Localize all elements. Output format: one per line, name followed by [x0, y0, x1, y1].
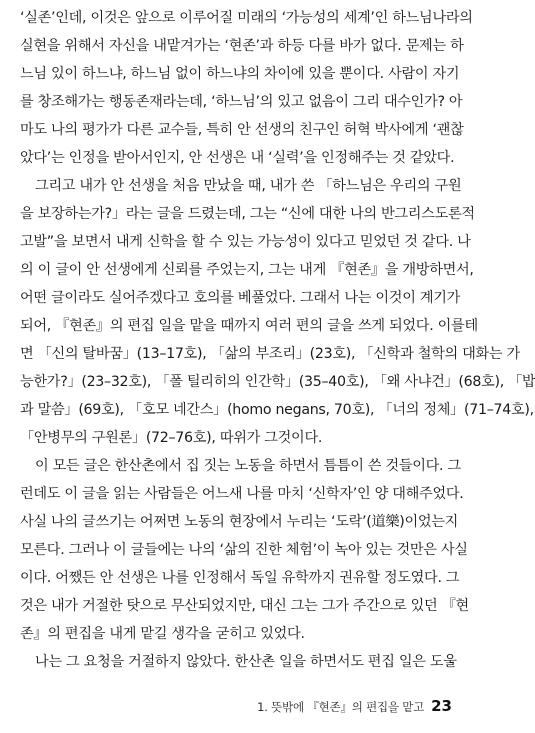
text-line: 면 「신의 탈바꿈」(13–17호), 「삶의 부조리」(23호), 「신학과 철학의 대화는 가: [20, 346, 520, 362]
paragraph-first-line: 그리고 내가 안 선생을 처음 만났을 때, 내가 쓴 「하느님은 우리의 구원: [35, 178, 462, 194]
text-line: 고발”을 보면서 내게 신학을 할 수 있는 가능성이 있다고 믿었던 것 같다. 나: [20, 234, 471, 250]
text-line: 이다. 어쨌든 안 선생은 나를 인정해서 독일 유학까지 권유할 정도였다. 그: [20, 570, 460, 586]
text-line: 을 보장하는가?」라는 글을 드렸는데, 그는 “신에 대한 나의 반그리스도론적: [20, 206, 475, 222]
text-line: 실현을 위해서 자신을 내맡겨가는 ‘현존’과 하등 다를 바가 없다. 문제는 하: [20, 38, 464, 54]
paragraph-first-line: 나는 그 요청을 거절하지 않았다. 한산촌 일을 하면서도 편집 일은 도울: [35, 654, 457, 670]
text-line: 의 이 글이 안 선생에게 신뢰를 주었는지, 그는 내게 『현존』을 개방하면서,: [20, 262, 474, 278]
body-text: [20, 4, 535, 676]
text-line: ‘실존’인데, 이것은 앞으로 이루어질 미래의 ‘가능성의 세계’인 하느님나라의: [20, 10, 473, 26]
page-number: 23: [431, 697, 452, 715]
running-head: 1. 뜻밖에 『현존』의 편집을 맡고: [257, 700, 425, 714]
text-line: 모른다. 그러나 이 글들에는 나의 ‘삶의 진한 체험’이 녹아 있는 것만은 사실: [20, 542, 468, 558]
text-line: 사실 나의 글쓰기는 어쩌면 노동의 현장에서 누리는 ‘도락’(道樂)이었는지: [20, 514, 459, 530]
paragraph-first-line: 이 모든 글은 한산촌에서 집 짓는 노동을 하면서 틈틈이 쓴 것들이다. 그: [35, 458, 461, 474]
text-line: 를 창조해가는 행동존재라는데, ‘하느님’의 있고 없음이 그리 대수인가? 아: [20, 94, 463, 110]
text-line: 것은 내가 거절한 탓으로 무산되었지만, 대신 그는 그가 주간으로 있던 『현: [20, 598, 469, 614]
text-line: 런데도 이 글을 읽는 사람들은 어느새 나를 마치 ‘신학자’인 양 대해주었다.: [20, 486, 464, 502]
text-line: 과 말씀」(69호), 「호모 네간스」(homo negans, 70호), 「너의 정체」(71–74호),: [20, 402, 534, 418]
text-line: 느님 있이 하느냐, 하느님 없이 하느냐의 차이에 있을 뿐이다. 사람이 자기: [20, 66, 460, 82]
text-line: 았다’는 인정을 받아서인지, 안 선생은 내 ‘실력’을 인정해주는 것 같았다.: [20, 150, 455, 166]
text-line: 능한가?」(23–32호), 「폴 틸리히의 인간학」(35–40호), 「왜 사냐건」(68호), 「밥: [20, 374, 535, 390]
text-line: 어떤 글이라도 실어주겠다고 호의를 베풀었다. 그래서 나는 이것이 계기가: [20, 290, 461, 306]
text-line: 마도 나의 평가가 다른 교수들, 특히 안 선생의 친구인 허혁 박사에게 ‘괜찮: [20, 122, 464, 138]
text-line: 「안병무의 구원론」(72–76호), 따위가 그것이다.: [20, 430, 323, 446]
text-line: 존』의 편집을 내게 맡길 생각을 굳히고 있었다.: [20, 626, 305, 642]
text-line: 되어, 『현존』의 편집 일을 맡을 때까지 여러 편의 글을 쓰게 되었다. 이를테: [20, 318, 478, 334]
page-footer: [257, 694, 452, 718]
